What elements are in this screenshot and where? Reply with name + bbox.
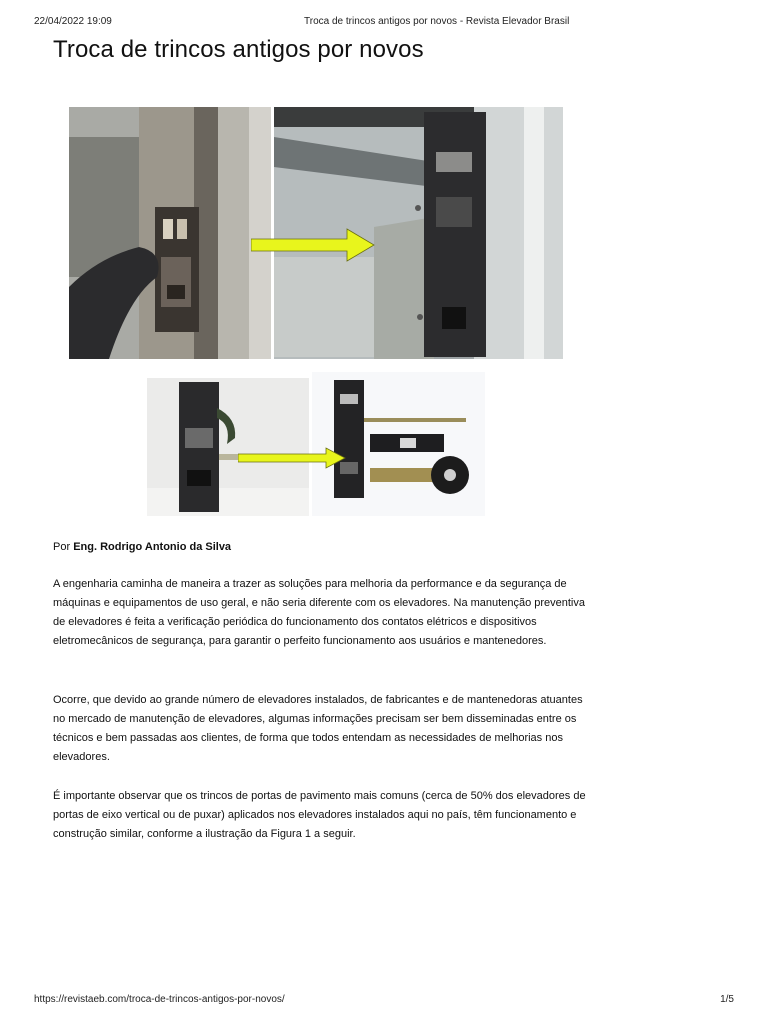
print-url: https://revistaeb.com/troca-de-trincos-antigos-por-novos/	[34, 994, 285, 1005]
print-footer	[34, 994, 734, 1008]
print-datetime: 22/04/2022 19:09	[34, 16, 112, 27]
article-paragraph: É importante observar que os trincos de portas de pavimento mais comuns (cerca de 50% dos elevadores de portas de eixo vertical ou de puxar) aplicados nos elevadores instalados aqui no país, têm funcionamento e construção similar, conforme a ilustração da Figura 1 a seguir.	[53, 790, 586, 840]
article-paragraph: A engenharia caminha de maneira a trazer as soluções para melhoria da performance e da segurança de máquinas e equipamentos de uso geral, e não seria diferente com os elevadores. Na manutenção preventiva de elevadores é feita a verificação periódica do funcionamento dos contatos elétricos e dispositivos eletromecânicos de segurança, para garantir o perfeito funcionamento aos usuários e mantenedores.	[53, 578, 585, 647]
print-header	[34, 16, 734, 30]
page-number: 1/5	[720, 994, 734, 1005]
print-doc-title: Troca de trincos antigos por novos - Revista Elevador Brasil	[304, 16, 570, 27]
byline-prefix: Por	[53, 541, 71, 553]
old-latch-photo	[69, 107, 271, 359]
comparison-arrow-icon	[251, 228, 375, 262]
article-byline	[53, 541, 231, 553]
new-latch-kit-photo	[312, 372, 485, 516]
article-paragraph: Ocorre, que devido ao grande número de elevadores instalados, de fabricantes e de mantenedoras atuantes no mercado de manutenção de elevadores, algumas informações precisam ser bem disseminadas entre os técnicos e bem passadas aos clientes, de forma que todos entendam as necessidades de melhorias nos elevadores.	[53, 694, 583, 763]
kit-arrow-icon	[238, 447, 346, 469]
author-name: Eng. Rodrigo Antonio da Silva	[73, 541, 232, 553]
page-title: Troca de trincos antigos por novos	[53, 36, 424, 63]
